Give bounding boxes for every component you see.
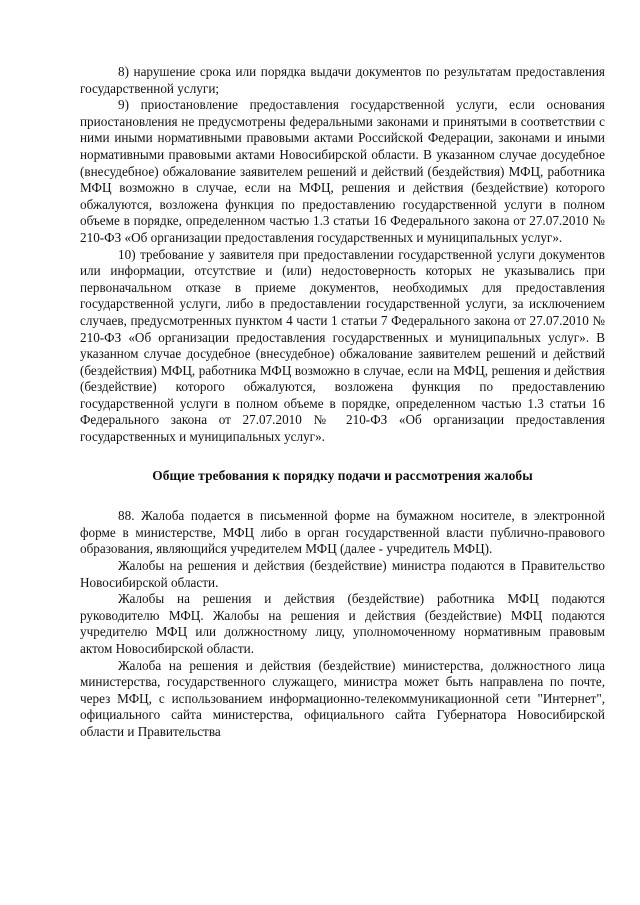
- paragraph-88: 88. Жалоба подается в письменной форме на бумажном носителе, в электронной форме в министерстве, МФЦ либо в орган государственной власти публично-правового образования, являющийся учредителем МФЦ (далее - учредитель МФЦ).: [80, 508, 605, 557]
- list-item-9: 9) приостановление предоставления государственной услуги, если основания приостановления не предусмотрены федеральными законами и принятыми в соответствии с ними иными нормативными правовыми актами Российской Федерации, законами и иными нормативными правовыми актами Новосибирской области. В указанном случае досудебное (внесудебное) обжалование заявителем решений и действий (бездействия) МФЦ, работника МФЦ возможно в случае, если на МФЦ, решения и действия (бездействие) которого обжалуются, возложена функция по предоставлению государственной услуги в полном объеме в порядке, определенном частью 1.3 статьи 16 Федерального закона от 27.07.2010 № 210-ФЗ «Об организации предоставления государственных и муниципальных услуг».: [80, 97, 605, 245]
- list-item-8: 8) нарушение срока или порядка выдачи документов по результатам предоставления государственной услуги;: [80, 64, 605, 96]
- document-page: [80, 64, 605, 741]
- paragraph-mfc-complaints: Жалобы на решения и действия (бездействие) работника МФЦ подаются руководителю МФЦ. Жалобы на решения и действия (бездействие) МФЦ подаются учредителю МФЦ или должностному лицу, уполномоченному нормативным правовым актом Новосибирской области.: [80, 591, 605, 656]
- paragraph-minister-complaints: Жалобы на решения и действия (бездействие) министра подаются в Правительство Новосибирской области.: [80, 558, 605, 590]
- list-item-10: 10) требование у заявителя при предоставлении государственной услуги документов или информации, отсутствие и (или) недостоверность которых не указывались при первоначальном отказе в приеме документов, необходимых для предоставления государственной услуги, либо в предоставлении государственной услуги, за исключением случаев, предусмотренных пунктом 4 части 1 статьи 7 Федерального закона от 27.07.2010 № 210-ФЗ «Об организации предоставления государственных и муниципальных услуг». В указанном случае досудебное (внесудебное) обжалование заявителем решений и действий (бездействия) МФЦ, работника МФЦ возможно в случае, если на МФЦ, решения и действия (бездействие) которого обжалуются, возложена функция по предоставлению государственной услуги в полном объеме в порядке, определенном частью 1.3 статьи 16 Федерального закона от 27.07.2010 № 210-ФЗ «Об организации предоставления государственных и муниципальных услуг».: [80, 246, 605, 445]
- section-heading: Общие требования к порядку подачи и рассмотрения жалобы: [152, 467, 533, 483]
- paragraph-submission-methods: Жалоба на решения и действия (бездействие) министерства, должностного лица министерства, государственного служащего, министра может быть направлена по почте, через МФЦ, с использованием информационно-телекоммуникационной сети "Интернет", официального сайта министерства, официального сайта Губернатора Новосибирской области и Правительства: [80, 657, 605, 739]
